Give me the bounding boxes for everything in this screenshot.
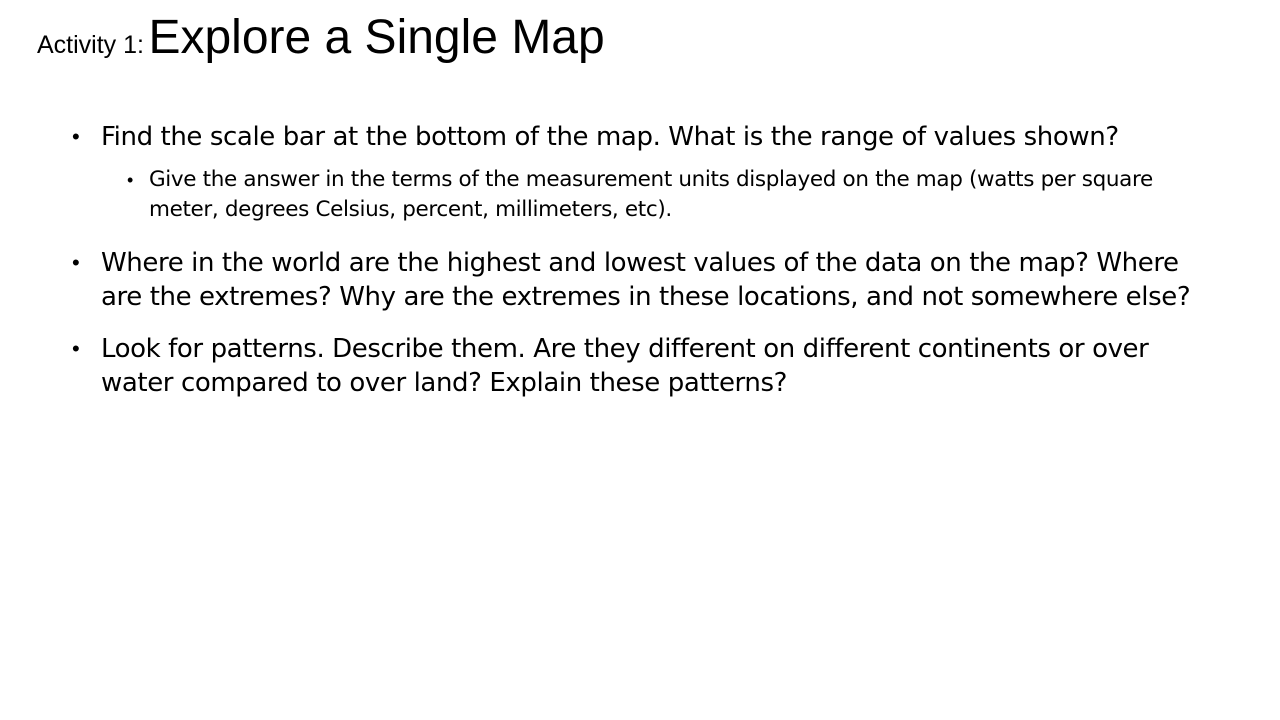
title-prefix: Activity 1: bbox=[37, 31, 144, 59]
bullet-point-icon: • bbox=[72, 336, 80, 361]
bullet-point-icon: • bbox=[72, 124, 80, 149]
sub-bullet-point-icon: • bbox=[127, 170, 133, 190]
bullet-text: Find the scale bar at the bottom of the map. What is the range of values shown? bbox=[101, 122, 1119, 152]
bullet-point-icon: • bbox=[72, 250, 80, 275]
bullet-text: Look for patterns. Describe them. Are they different on different continents or over water compared to over land? Explain these patterns? bbox=[101, 334, 1149, 398]
title-main: Explore a Single Map bbox=[148, 11, 605, 64]
sub-bullet-text: Give the answer in the terms of the measurement units displayed on the map (watts per square meter, degrees Celsius, percent, millimeters, etc). bbox=[149, 167, 1153, 222]
bullet-text: Where in the world are the highest and lowest values of the data on the map? Where are the extremes? Why are the extremes in these locations, and not somewhere else? bbox=[101, 248, 1191, 312]
bullet-item-extremes bbox=[0, 246, 1196, 314]
bullet-item-patterns bbox=[0, 332, 1196, 400]
sub-bullet-item-units bbox=[0, 165, 1189, 225]
bullet-item-scale-bar bbox=[0, 120, 1196, 154]
bullet-list bbox=[0, 120, 1280, 400]
slide-title bbox=[37, 11, 605, 64]
